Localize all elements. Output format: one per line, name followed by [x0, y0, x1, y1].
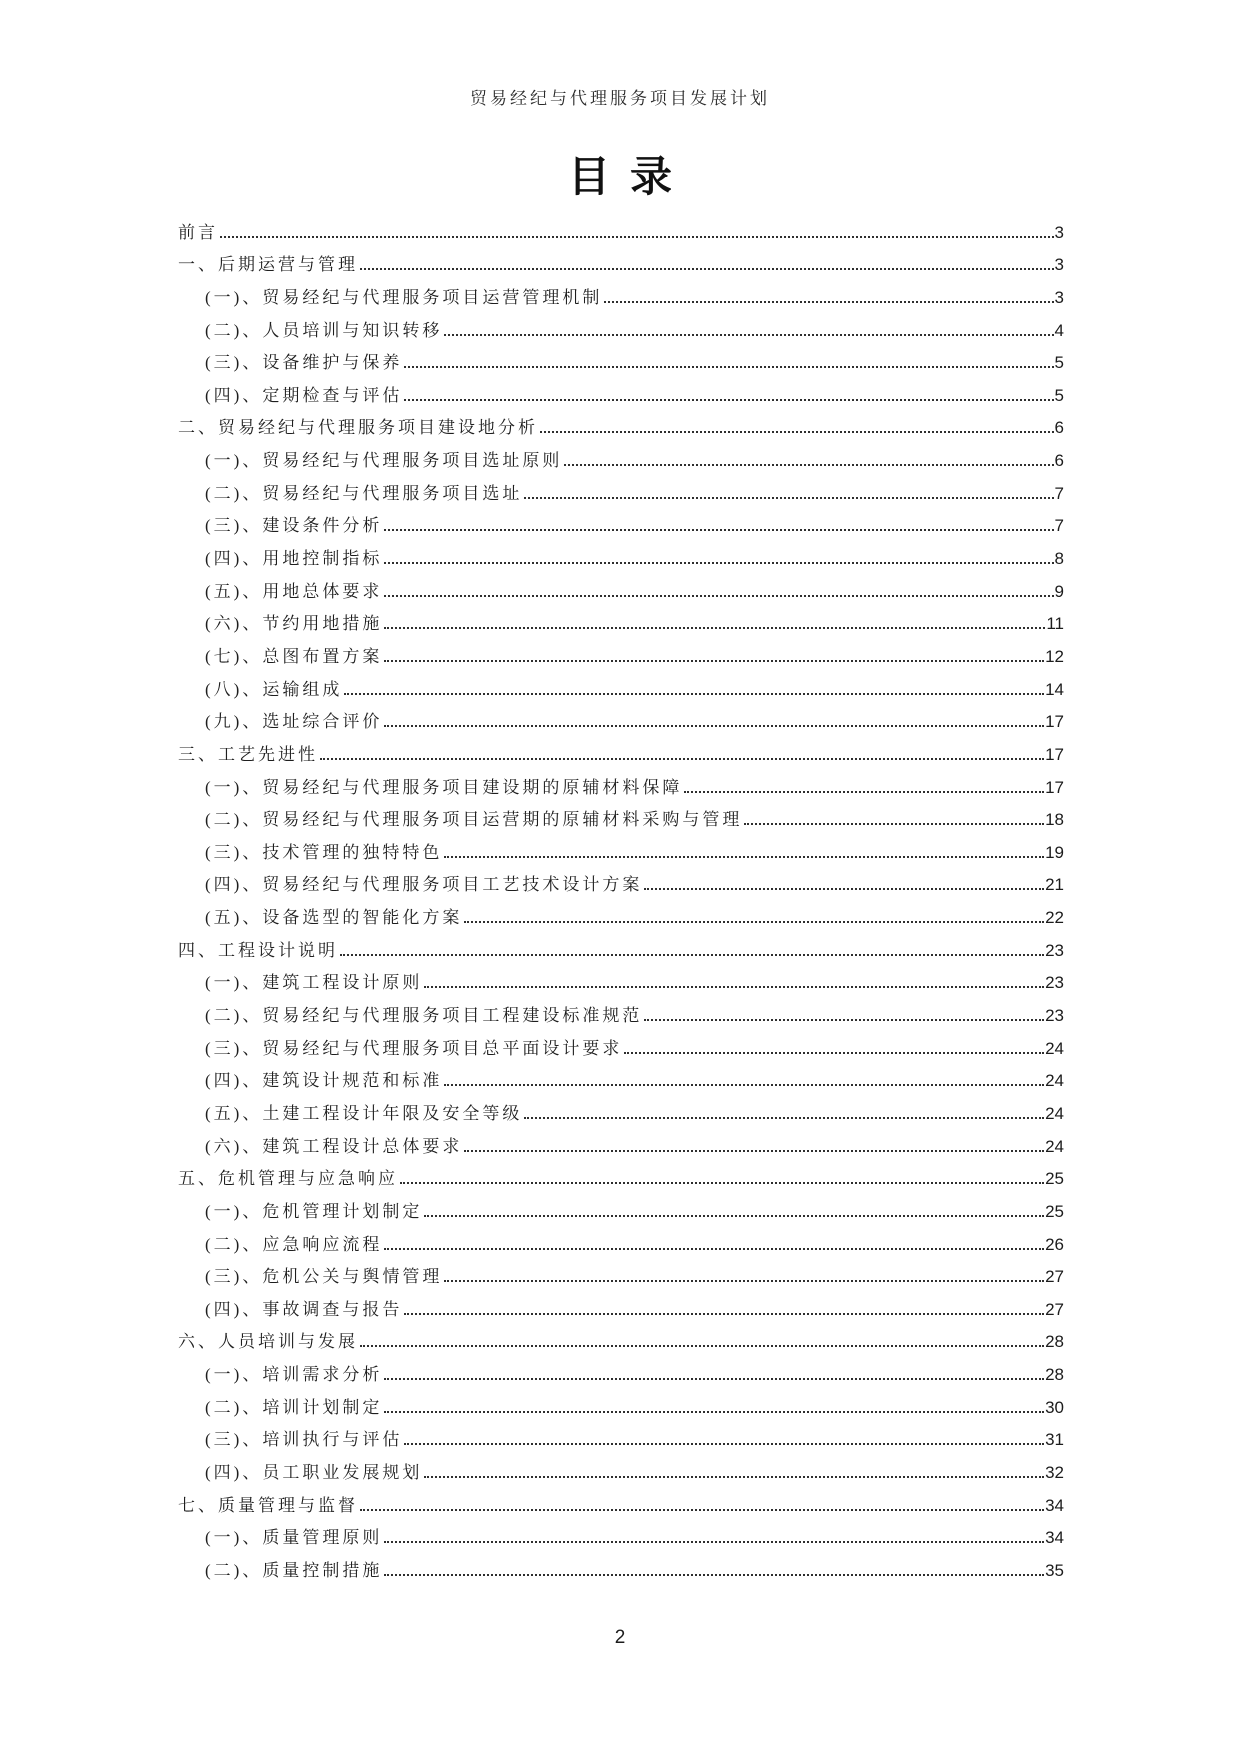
- page-footer: [0, 1626, 1240, 1650]
- toc-entry-label: (八)、运输组成: [205, 679, 343, 699]
- dot-leader: [524, 497, 1053, 499]
- dot-leader: [464, 921, 1044, 923]
- toc-entry-label: 五、危机管理与应急响应: [178, 1169, 398, 1189]
- dot-leader: [384, 595, 1053, 597]
- toc-entry[interactable]: [178, 634, 1064, 667]
- toc-entry-page: 24: [1045, 1136, 1064, 1156]
- toc-entry-label: (五)、设备选型的智能化方案: [205, 908, 463, 928]
- toc-entry-label: (二)、培训计划制定: [205, 1397, 383, 1417]
- dot-leader: [384, 1541, 1044, 1543]
- toc-entry-page: 27: [1045, 1299, 1064, 1319]
- toc-entry[interactable]: [178, 1548, 1064, 1581]
- toc-entry[interactable]: [178, 275, 1064, 308]
- dot-leader: [220, 236, 1054, 238]
- dot-leader: [644, 888, 1044, 890]
- dot-leader: [444, 1280, 1044, 1282]
- toc-entry[interactable]: [178, 1255, 1064, 1288]
- toc-entry[interactable]: [178, 1516, 1064, 1549]
- toc-entry-page: 30: [1045, 1397, 1064, 1417]
- toc-entry-label: 七、质量管理与监督: [178, 1495, 358, 1515]
- toc-entry-label: 六、人员培训与发展: [178, 1332, 358, 1352]
- toc-entry-label: (四)、用地控制指标: [205, 549, 383, 569]
- dot-leader: [384, 627, 1045, 629]
- dot-leader: [384, 1574, 1044, 1576]
- dot-leader: [540, 431, 1054, 433]
- toc-entry-page: 27: [1045, 1267, 1064, 1287]
- toc-entry[interactable]: [178, 373, 1064, 406]
- toc-entry-page: 5: [1054, 385, 1064, 405]
- dot-leader: [320, 758, 1044, 760]
- dot-leader: [384, 1248, 1044, 1250]
- toc-entry-page: 21: [1045, 875, 1064, 895]
- toc-entry[interactable]: [178, 863, 1064, 896]
- dot-leader: [444, 1084, 1044, 1086]
- toc-entry-page: 9: [1054, 581, 1064, 601]
- toc-entry[interactable]: [178, 700, 1064, 733]
- toc-entry[interactable]: [178, 798, 1064, 831]
- toc-entry[interactable]: [178, 830, 1064, 863]
- page-number: 2: [614, 1627, 626, 1648]
- toc-entry-page: 6: [1054, 451, 1064, 471]
- toc-entry[interactable]: [178, 1450, 1064, 1483]
- toc-entry[interactable]: [178, 1059, 1064, 1092]
- toc-entry-label: (一)、质量管理原则: [205, 1528, 383, 1548]
- toc-entry-label: (九)、选址综合评价: [205, 712, 383, 732]
- toc-entry[interactable]: [178, 993, 1064, 1026]
- toc-entry-page: 31: [1045, 1430, 1064, 1450]
- toc-entry-label: (二)、应急响应流程: [205, 1234, 383, 1254]
- toc-entry[interactable]: [178, 1483, 1064, 1516]
- toc-entry-page: 6: [1054, 418, 1064, 438]
- dot-leader: [384, 529, 1053, 531]
- toc-entry[interactable]: [178, 243, 1064, 276]
- toc-entry-page: 3: [1054, 222, 1064, 242]
- toc-entry-label: (五)、土建工程设计年限及安全等级: [205, 1103, 523, 1123]
- toc-entry[interactable]: [178, 1222, 1064, 1255]
- toc-entry-page: 4: [1054, 320, 1064, 340]
- toc-entry-page: 25: [1045, 1169, 1064, 1189]
- toc-entry[interactable]: [178, 536, 1064, 569]
- toc-entry-page: 17: [1045, 777, 1064, 797]
- toc-entry-label: (一)、贸易经纪与代理服务项目建设期的原辅材料保障: [205, 777, 683, 797]
- toc-entry-label: (三)、设备维护与保养: [205, 353, 403, 373]
- dot-leader: [424, 1215, 1044, 1217]
- toc-title: 目录: [567, 155, 692, 201]
- dot-leader: [404, 399, 1053, 401]
- toc-entry-page: 7: [1054, 516, 1064, 536]
- toc-entry-label: (三)、危机公关与舆情管理: [205, 1267, 443, 1287]
- dot-leader: [384, 725, 1044, 727]
- toc-entry-page: 3: [1054, 255, 1064, 275]
- dot-leader: [360, 268, 1054, 270]
- toc-entry[interactable]: [178, 765, 1064, 798]
- document-header: [0, 88, 1240, 110]
- toc-entry-label: (一)、培训需求分析: [205, 1365, 383, 1385]
- toc-entry-page: 32: [1045, 1462, 1064, 1482]
- toc-entry-page: 26: [1045, 1234, 1064, 1254]
- dot-leader: [644, 1019, 1044, 1021]
- dot-leader: [744, 823, 1044, 825]
- toc-entry-label: 一、后期运营与管理: [178, 255, 358, 275]
- dot-leader: [464, 1150, 1044, 1152]
- toc-entry-label: 二、贸易经纪与代理服务项目建设地分析: [178, 418, 538, 438]
- toc-entry-label: (三)、技术管理的独特特色: [205, 842, 443, 862]
- toc-entry-label: (二)、贸易经纪与代理服务项目运营期的原辅材料采购与管理: [205, 810, 743, 830]
- toc-entry[interactable]: [178, 438, 1064, 471]
- toc-entry[interactable]: [178, 471, 1064, 504]
- toc-entry-page: 18: [1045, 810, 1064, 830]
- toc-entry-label: (六)、节约用地措施: [205, 614, 383, 634]
- dot-leader: [400, 1182, 1044, 1184]
- toc-entry-page: 28: [1045, 1332, 1064, 1352]
- toc-entry[interactable]: [178, 961, 1064, 994]
- toc-entry-label: (四)、建筑设计规范和标准: [205, 1071, 443, 1091]
- toc-entry-page: 23: [1045, 973, 1064, 993]
- dot-leader: [344, 693, 1044, 695]
- dot-leader: [384, 1378, 1044, 1380]
- toc-entry[interactable]: [178, 406, 1064, 439]
- toc-entry-label: (二)、质量控制措施: [205, 1560, 383, 1580]
- toc-entry-page: 19: [1045, 842, 1064, 862]
- dot-leader: [564, 464, 1053, 466]
- toc-entry-label: (一)、贸易经纪与代理服务项目选址原则: [205, 451, 563, 471]
- document-header-title: 贸易经纪与代理服务项目发展计划: [470, 89, 770, 108]
- toc-entry-page: 7: [1054, 483, 1064, 503]
- dot-leader: [384, 1411, 1044, 1413]
- toc-entry-label: (四)、事故调查与报告: [205, 1299, 403, 1319]
- toc-entry[interactable]: [178, 1026, 1064, 1059]
- toc-entry-page: 34: [1045, 1495, 1064, 1515]
- toc-entry[interactable]: [178, 1091, 1064, 1124]
- toc-entry[interactable]: [178, 1320, 1064, 1353]
- toc-entry[interactable]: [178, 602, 1064, 635]
- toc-entry[interactable]: [178, 895, 1064, 928]
- toc-entry-label: (五)、用地总体要求: [205, 581, 383, 601]
- toc-entry[interactable]: [178, 1157, 1064, 1190]
- toc-entry-page: 25: [1045, 1201, 1064, 1221]
- dot-leader: [624, 1052, 1044, 1054]
- toc-entry[interactable]: [178, 1189, 1064, 1222]
- toc-entry-label: (一)、建筑工程设计原则: [205, 973, 423, 993]
- toc-entry-page: 24: [1045, 1103, 1064, 1123]
- toc-entry-label: (一)、贸易经纪与代理服务项目运营管理机制: [205, 287, 603, 307]
- toc-entry-label: (四)、贸易经纪与代理服务项目工艺技术设计方案: [205, 875, 643, 895]
- toc-entry[interactable]: [178, 504, 1064, 537]
- dot-leader: [424, 1476, 1044, 1478]
- dot-leader: [360, 1345, 1044, 1347]
- toc-entry-label: (三)、培训执行与评估: [205, 1430, 403, 1450]
- toc-entry-page: 12: [1045, 646, 1064, 666]
- dot-leader: [684, 791, 1044, 793]
- toc-entry[interactable]: [178, 1124, 1064, 1157]
- dot-leader: [404, 1443, 1044, 1445]
- dot-leader: [340, 954, 1044, 956]
- toc-entry-page: 23: [1045, 1006, 1064, 1026]
- dot-leader: [404, 1313, 1044, 1315]
- toc-entry-page: 8: [1054, 549, 1064, 569]
- toc-entry-label: (一)、危机管理计划制定: [205, 1201, 423, 1221]
- toc-entry-page: 24: [1045, 1038, 1064, 1058]
- toc-list: [178, 210, 1064, 1581]
- toc-entry-page: 22: [1045, 908, 1064, 928]
- toc-entry-page: 23: [1045, 940, 1064, 960]
- toc-entry-page: 17: [1045, 744, 1064, 764]
- toc-entry[interactable]: [178, 1287, 1064, 1320]
- toc-entry-label: (二)、人员培训与知识转移: [205, 320, 443, 340]
- toc-entry-label: (四)、员工职业发展规划: [205, 1462, 423, 1482]
- toc-entry[interactable]: [178, 1352, 1064, 1385]
- toc-entry-page: 5: [1054, 353, 1064, 373]
- toc-entry[interactable]: [178, 732, 1064, 765]
- toc-entry-label: 三、工艺先进性: [178, 744, 318, 764]
- toc-entry-label: (二)、贸易经纪与代理服务项目工程建设标准规范: [205, 1006, 643, 1026]
- toc-entry[interactable]: [178, 928, 1064, 961]
- toc-entry-page: 11: [1046, 614, 1064, 634]
- toc-entry-label: (四)、定期检查与评估: [205, 385, 403, 405]
- toc-entry-label: (三)、贸易经纪与代理服务项目总平面设计要求: [205, 1038, 623, 1058]
- toc-entry-page: 17: [1045, 712, 1064, 732]
- dot-leader: [424, 986, 1044, 988]
- toc-entry[interactable]: [178, 210, 1064, 243]
- toc-entry[interactable]: [178, 1385, 1064, 1418]
- toc-entry-page: 34: [1045, 1528, 1064, 1548]
- toc-entry[interactable]: [178, 667, 1064, 700]
- toc-entry-label: (二)、贸易经纪与代理服务项目选址: [205, 483, 523, 503]
- dot-leader: [524, 1117, 1044, 1119]
- toc-entry-page: 28: [1045, 1365, 1064, 1385]
- toc-entry-label: 四、工程设计说明: [178, 940, 338, 960]
- dot-leader: [444, 334, 1053, 336]
- toc-entry-label: (七)、总图布置方案: [205, 646, 383, 666]
- dot-leader: [604, 301, 1053, 303]
- toc-entry[interactable]: [178, 1418, 1064, 1451]
- toc-entry[interactable]: [178, 569, 1064, 602]
- dot-leader: [404, 366, 1053, 368]
- dot-leader: [444, 856, 1044, 858]
- toc-entry[interactable]: [178, 341, 1064, 374]
- dot-leader: [360, 1509, 1044, 1511]
- dot-leader: [384, 660, 1044, 662]
- dot-leader: [384, 562, 1053, 564]
- toc-entry-page: 3: [1054, 287, 1064, 307]
- toc-entry-page: 14: [1045, 679, 1064, 699]
- toc-entry-page: 24: [1045, 1071, 1064, 1091]
- toc-entry-label: (三)、建设条件分析: [205, 516, 383, 536]
- toc-entry-label: 前言: [178, 222, 218, 242]
- toc-entry-page: 35: [1045, 1560, 1064, 1580]
- toc-entry-label: (六)、建筑工程设计总体要求: [205, 1136, 463, 1156]
- toc-entry[interactable]: [178, 308, 1064, 341]
